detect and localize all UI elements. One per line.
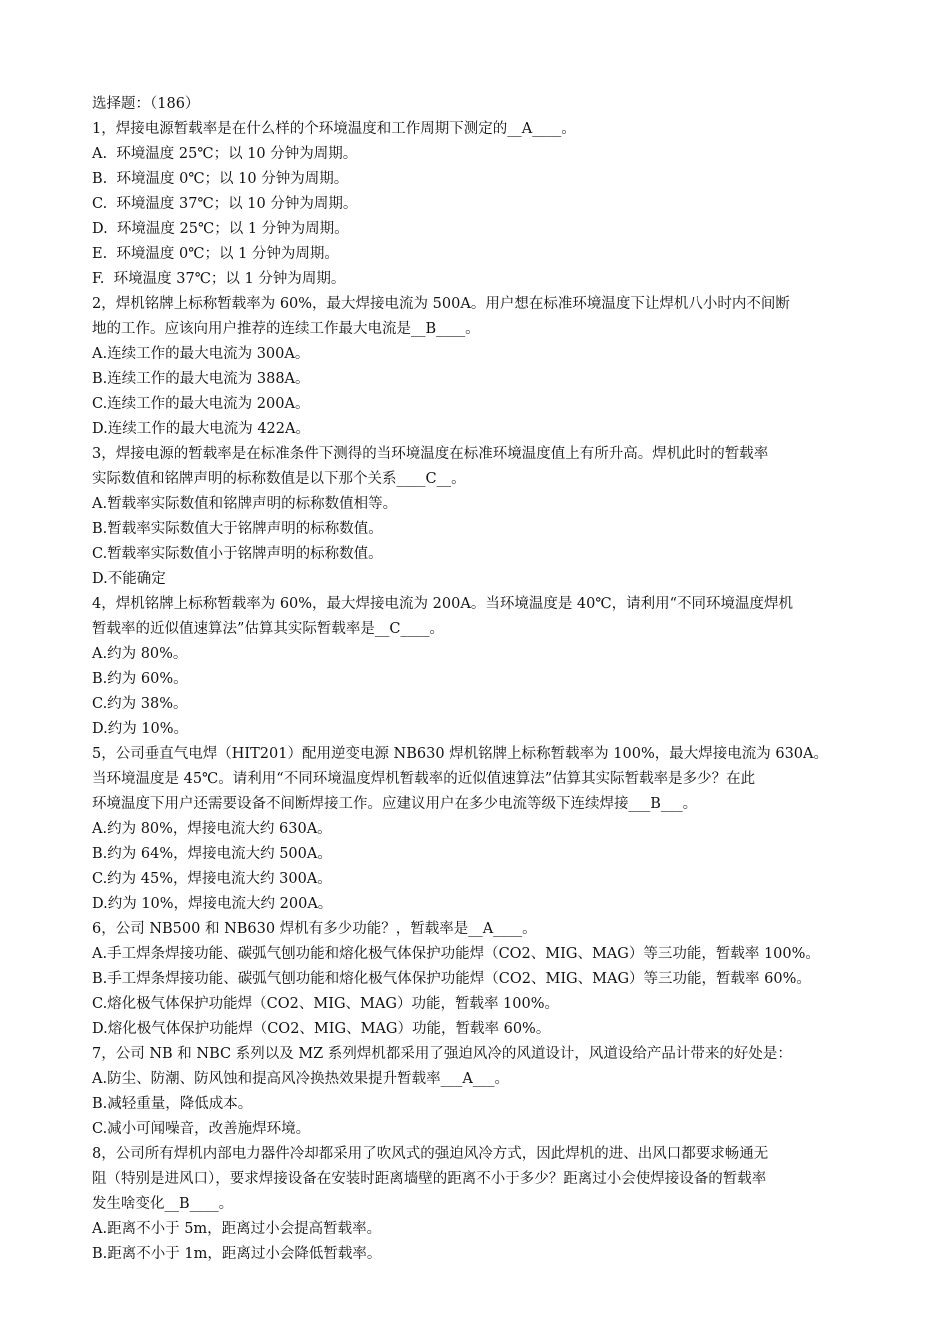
question-3-option-b: B.暂载率实际数值大于铭牌声明的标称数值。 bbox=[92, 521, 383, 537]
question-4-option-a: A.约为 80%。 bbox=[92, 646, 188, 662]
question-4-option-c: C.约为 38%。 bbox=[92, 696, 188, 712]
question-5-option-a: A.约为 80%，焊接电流大约 630A。 bbox=[92, 821, 332, 837]
question-1-option-d: D. 环境温度 25℃；以 1 分钟为周期。 bbox=[92, 221, 349, 237]
question-5-option-b: B.约为 64%，焊接电流大约 500A。 bbox=[92, 846, 332, 862]
question-5-option-d: D.约为 10%，焊接电流大约 200A。 bbox=[92, 896, 333, 912]
question-6-option-d: D.熔化极气体保护功能焊（CO2、MIG、MAG）功能，暂载率 60%。 bbox=[92, 1021, 551, 1037]
question-2-option-b: B.连续工作的最大电流为 388A。 bbox=[92, 371, 310, 387]
question-2-option-a: A.连续工作的最大电流为 300A。 bbox=[92, 346, 310, 362]
question-1-option-c: C. 环境温度 37℃；以 10 分钟为周期。 bbox=[92, 196, 358, 212]
question-4-option-d: D.约为 10%。 bbox=[92, 721, 189, 737]
question-3-text: 3，焊接电源的暂载率是在标准条件下测得的当环境温度在标准环境温度值上有所升高。焊机此时的暂载率 bbox=[92, 446, 769, 462]
question-3-option-d: D.不能确定 bbox=[92, 571, 166, 587]
question-6-text: 6，公司 NB500 和 NB630 焊机有多少功能？，暂载率是__A____。 bbox=[92, 921, 537, 937]
question-8-text: 8，公司所有焊机内部电力器件冷却都采用了吹风式的强迫风冷方式，因此焊机的进、出风口都要求畅通无 bbox=[92, 1146, 769, 1162]
question-6-option-b: B.手工焊条焊接功能、碳弧气刨功能和熔化极气体保护功能焊（CO2、MIG、MAG）等三功能，暂载率 60%。 bbox=[92, 971, 811, 987]
question-1-text: 1，焊接电源暂载率是在什么样的个环境温度和工作周期下测定的__A____。 bbox=[92, 121, 576, 137]
question-5-text-cont-2: 环境温度下用户还需要设备不间断焊接工作。应建议用户在多少电流等级下连续焊接___B___。 bbox=[92, 796, 698, 812]
section-heading: 选择题：（186） bbox=[92, 96, 200, 112]
question-8-option-a: A.距离不小于 5m，距离过小会提高暂载率。 bbox=[92, 1221, 382, 1237]
question-2-text-cont: 地的工作。应该向用户推荐的连续工作最大电流是__B____。 bbox=[92, 321, 480, 337]
question-1-option-a: A. 环境温度 25℃；以 10 分钟为周期。 bbox=[92, 146, 358, 162]
question-3-option-c: C.暂载率实际数值小于铭牌声明的标称数值。 bbox=[92, 546, 383, 562]
question-8-option-b: B.距离不小于 1m，距离过小会降低暂载率。 bbox=[92, 1246, 382, 1262]
question-1-option-b: B. 环境温度 0℃；以 10 分钟为周期。 bbox=[92, 171, 349, 187]
question-4-text-cont: 暂载率的近似值速算法”估算其实际暂载率是__C____。 bbox=[92, 621, 445, 637]
question-6-option-c: C.熔化极气体保护功能焊（CO2、MIG、MAG）功能，暂载率 100%。 bbox=[92, 996, 560, 1012]
question-1-option-e: E. 环境温度 0℃；以 1 分钟为周期。 bbox=[92, 246, 339, 262]
question-5-option-c: C.约为 45%，焊接电流大约 300A。 bbox=[92, 871, 332, 887]
question-4-option-b: B.约为 60%。 bbox=[92, 671, 188, 687]
question-5-text: 5，公司垂直气电焊（HIT201）配用逆变电源 NB630 焊机铭牌上标称暂载率为 100%，最大焊接电流为 630A。 bbox=[92, 746, 828, 762]
question-8-text-cont-1: 阻（特别是进风口），要求焊接设备在安装时距离墙壁的距离不小于多少？距离过小会使焊接设备的暂载率 bbox=[92, 1171, 767, 1187]
question-7-option-a: A.防尘、防潮、防风蚀和提高风冷换热效果提升暂载率___A___。 bbox=[92, 1071, 510, 1087]
question-3-text-cont: 实际数值和铭牌声明的标称数值是以下那个关系____C__。 bbox=[92, 471, 466, 487]
question-2-option-c: C.连续工作的最大电流为 200A。 bbox=[92, 396, 310, 412]
question-8-text-cont-2: 发生啥变化__B____。 bbox=[92, 1196, 234, 1212]
document-page bbox=[92, 92, 892, 1267]
question-2-text: 2，焊机铭牌上标称暂载率为 60%，最大焊接电流为 500A。用户想在标准环境温度下让焊机八小时内不间断 bbox=[92, 296, 790, 312]
question-7-text: 7，公司 NB 和 NBC 系列以及 MZ 系列焊机都采用了强迫风冷的风道设计，风道设给产品计带来的好处是： bbox=[92, 1046, 792, 1062]
question-2-option-d: D.连续工作的最大电流为 422A。 bbox=[92, 421, 310, 437]
question-1-option-f: F. 环境温度 37℃；以 1 分钟为周期。 bbox=[92, 271, 346, 287]
question-3-option-a: A.暂载率实际数值和铭牌声明的标称数值相等。 bbox=[92, 496, 398, 512]
question-5-text-cont-1: 当环境温度是 45℃。请利用“不同环境温度焊机暂载率的近似值速算法”估算其实际暂载率是多少？在此 bbox=[92, 771, 756, 787]
question-6-option-a: A.手工焊条焊接功能、碳弧气刨功能和熔化极气体保护功能焊（CO2、MIG、MAG）等三功能，暂载率 100%。 bbox=[92, 946, 820, 962]
question-4-text: 4，焊机铭牌上标称暂载率为 60%，最大焊接电流为 200A。当环境温度是 40℃，请利用“不同环境温度焊机 bbox=[92, 596, 794, 612]
question-7-option-b: B.减轻重量，降低成本。 bbox=[92, 1096, 253, 1112]
question-7-option-c: C.减小可闻噪音，改善施焊环境。 bbox=[92, 1121, 311, 1137]
